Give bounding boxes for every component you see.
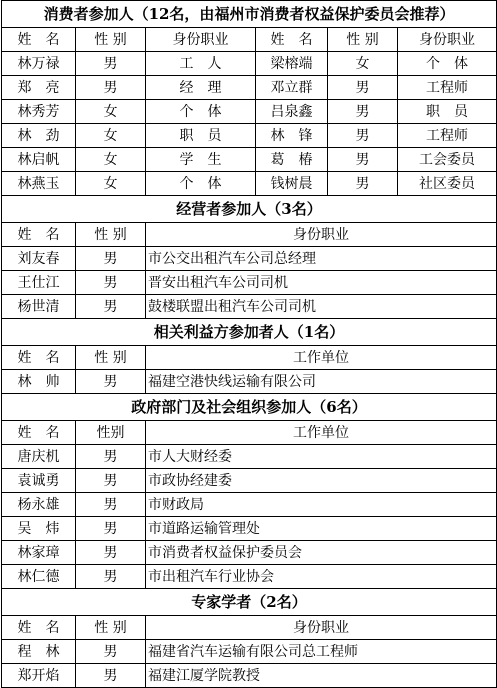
header-gender: 性 别 [76, 223, 146, 247]
header-gender: 性 别 [76, 28, 146, 52]
cell-occupation: 晋安出租汽车公司司机 [146, 271, 497, 295]
cell-occupation: 福建省汽车运输有限公司总工程师 [146, 640, 497, 664]
cell-name: 刘友春 [2, 247, 76, 271]
cell-gender: 男 [76, 565, 146, 589]
header-occupation-2: 身份职业 [398, 28, 497, 52]
cell-workplace: 福建空港快线运输有限公司 [146, 370, 497, 394]
table-header-row [2, 346, 497, 370]
cell-name: 袁诚勇 [2, 469, 76, 493]
cell-gender: 男 [328, 76, 398, 100]
table-row [2, 517, 497, 541]
header-name-2: 姓 名 [256, 28, 328, 52]
cell-name: 林燕玉 [2, 172, 76, 196]
table-header-row [2, 421, 497, 445]
table-row [2, 148, 497, 172]
cell-gender: 女 [76, 148, 146, 172]
cell-gender: 男 [76, 76, 146, 100]
header-occupation: 身份职业 [146, 616, 497, 640]
cell-name: 吕泉鑫 [256, 100, 328, 124]
cell-gender: 男 [76, 370, 146, 394]
cell-name: 林秀芳 [2, 100, 76, 124]
table-row [2, 247, 497, 271]
cell-gender: 男 [76, 469, 146, 493]
cell-occupation: 工 人 [146, 52, 256, 76]
cell-gender: 男 [328, 100, 398, 124]
cell-name: 郑开焰 [2, 664, 76, 688]
cell-name: 郑 亮 [2, 76, 76, 100]
table-row [2, 664, 497, 688]
header-workplace: 工作单位 [146, 421, 497, 445]
cell-gender: 男 [76, 493, 146, 517]
cell-name: 杨永雄 [2, 493, 76, 517]
header-occupation: 身份职业 [146, 28, 256, 52]
cell-gender: 女 [76, 124, 146, 148]
cell-name: 唐庆机 [2, 445, 76, 469]
cell-name: 梁榕端 [256, 52, 328, 76]
cell-name: 邓立群 [256, 76, 328, 100]
cell-occupation: 福建江厦学院教授 [146, 664, 497, 688]
cell-name: 林家璋 [2, 541, 76, 565]
table-row [2, 271, 497, 295]
table-row [2, 124, 497, 148]
table-row [2, 76, 497, 100]
cell-name: 程 林 [2, 640, 76, 664]
cell-name: 林 劲 [2, 124, 76, 148]
header-name: 姓 名 [2, 346, 76, 370]
cell-gender: 男 [76, 445, 146, 469]
cell-name: 林 帅 [2, 370, 76, 394]
cell-occupation: 学 生 [146, 148, 256, 172]
table-row [2, 493, 497, 517]
table-header-row [2, 616, 497, 640]
cell-gender: 男 [76, 52, 146, 76]
cell-gender: 男 [76, 664, 146, 688]
cell-workplace: 市人大财经委 [146, 445, 497, 469]
header-name: 姓 名 [2, 421, 76, 445]
experts-title: 专家学者（2名） [2, 589, 497, 616]
operators-title: 经营者参加人（3名） [2, 196, 497, 223]
header-occupation: 身份职业 [146, 223, 497, 247]
cell-workplace: 市消费者权益保护委员会 [146, 541, 497, 565]
cell-gender: 男 [328, 148, 398, 172]
cell-occupation: 个 体 [398, 52, 497, 76]
cell-name: 林 锋 [256, 124, 328, 148]
cell-occupation: 经 理 [146, 76, 256, 100]
stakeholders-title: 相关利益方参加者人（1名） [2, 319, 497, 346]
table-row [2, 100, 497, 124]
table-row [2, 445, 497, 469]
cell-occupation: 鼓楼联盟出租汽车公司司机 [146, 295, 497, 319]
cell-gender: 女 [76, 172, 146, 196]
table-row [2, 52, 497, 76]
table-row [2, 295, 497, 319]
cell-occupation: 个 体 [146, 172, 256, 196]
cell-gender: 男 [328, 172, 398, 196]
header-workplace: 工作单位 [146, 346, 497, 370]
header-name: 姓 名 [2, 616, 76, 640]
cell-name: 林万禄 [2, 52, 76, 76]
cell-name: 葛 椿 [256, 148, 328, 172]
cell-occupation: 工程师 [398, 76, 497, 100]
cell-gender: 男 [76, 517, 146, 541]
table-row [2, 640, 497, 664]
table-row [2, 370, 497, 394]
cell-gender: 男 [328, 124, 398, 148]
cell-occupation: 市公交出租汽车公司总经理 [146, 247, 497, 271]
cell-occupation: 个 体 [146, 100, 256, 124]
cell-occupation: 工会委员 [398, 148, 497, 172]
cell-workplace: 市政协经建委 [146, 469, 497, 493]
cell-workplace: 市出租汽车行业协会 [146, 565, 497, 589]
table-header-row [2, 28, 497, 52]
header-gender-2: 性 别 [328, 28, 398, 52]
cell-gender: 女 [76, 100, 146, 124]
cell-gender: 男 [76, 541, 146, 565]
cell-gender: 女 [328, 52, 398, 76]
other-participants-table [1, 196, 497, 688]
header-gender: 性 别 [76, 346, 146, 370]
consumers-table [1, 0, 497, 196]
table-header-row [2, 223, 497, 247]
cell-name: 吴 炜 [2, 517, 76, 541]
government-title: 政府部门及社会组织参加人（6名） [2, 394, 497, 421]
table-row [2, 541, 497, 565]
cell-occupation: 职 员 [146, 124, 256, 148]
cell-name: 钱树晨 [256, 172, 328, 196]
cell-gender: 男 [76, 640, 146, 664]
table-row [2, 565, 497, 589]
cell-gender: 男 [76, 295, 146, 319]
header-name: 姓 名 [2, 28, 76, 52]
table-row [2, 172, 497, 196]
cell-workplace: 市道路运输管理处 [146, 517, 497, 541]
cell-occupation: 社区委员 [398, 172, 497, 196]
cell-name: 杨世清 [2, 295, 76, 319]
cell-occupation: 职 员 [398, 100, 497, 124]
table-row [2, 469, 497, 493]
consumers-title: 消费者参加人（12名，由福州市消费者权益保护委员会推荐） [2, 1, 497, 28]
cell-occupation: 工程师 [398, 124, 497, 148]
cell-gender: 男 [76, 271, 146, 295]
header-gender: 性别 [76, 421, 146, 445]
cell-name: 林仁德 [2, 565, 76, 589]
cell-name: 王仕江 [2, 271, 76, 295]
header-gender: 性 别 [76, 616, 146, 640]
cell-workplace: 市财政局 [146, 493, 497, 517]
header-name: 姓 名 [2, 223, 76, 247]
cell-name: 林启帆 [2, 148, 76, 172]
cell-gender: 男 [76, 247, 146, 271]
